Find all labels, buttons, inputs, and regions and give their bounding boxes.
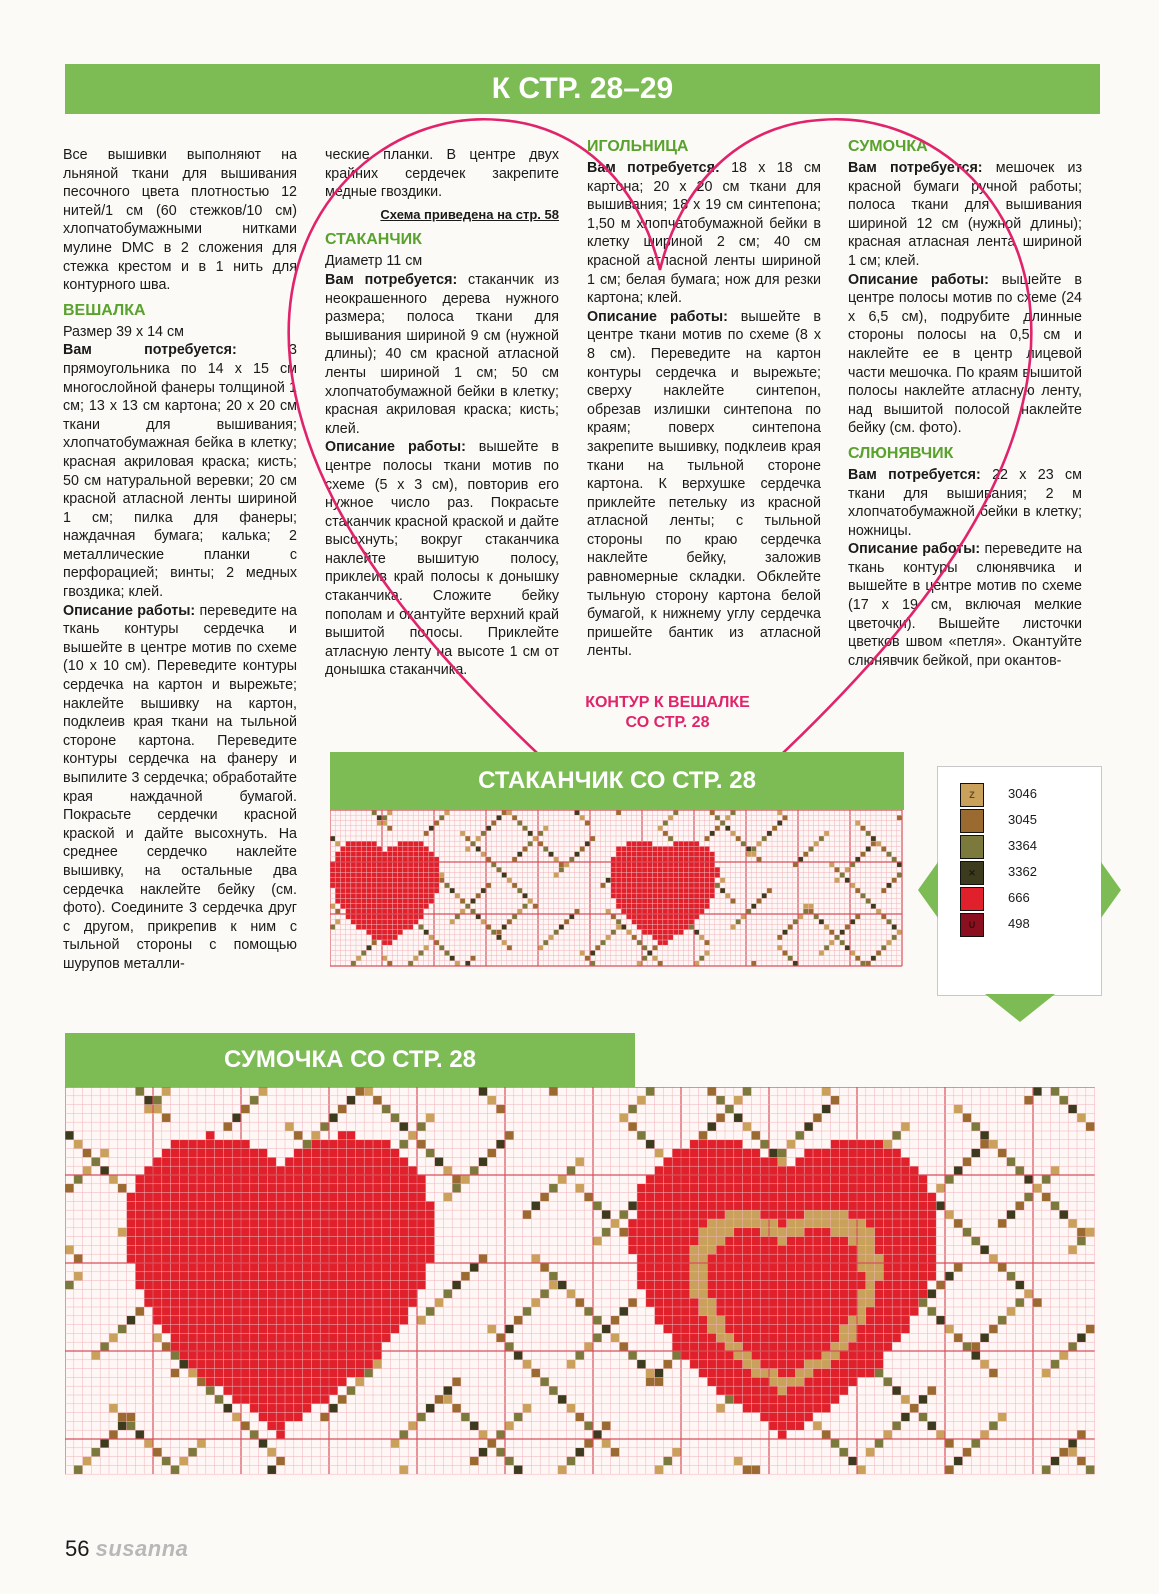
- heading-igolnitsa: ИГОЛЬНИЦА: [587, 138, 689, 155]
- legend-swatch: [960, 835, 984, 859]
- chart-header-stakanchik: СТАКАНЧИК СО СТР. 28: [330, 752, 904, 810]
- brand-name: susanna: [95, 1536, 189, 1561]
- igolnitsa-materials: Вам потребуется: 18 х 18 см картона; 20 х 20 см ткани для вышивания; 18 х 19 см синтепона; 1,50 м хлопчатобумажной бейки в клетку шириной 2 см; 40 см красной атласной ленты шириной 1 см; белая бумага; нож для резки картона; клей.: [587, 160, 821, 307]
- legend-swatch: Z: [960, 783, 984, 807]
- page-footer: [65, 1536, 188, 1562]
- sumochka-materials: Вам потребуется: мешочек из красной бумаги ручной работы; полоса ткани для вышивания шириной 12 см (нужной длины); красная атласная лента шириной 1 см; клей.: [848, 160, 1083, 269]
- legend-row-666: [960, 887, 1070, 911]
- slyunyavchik-materials: Вам потребуется: 22 х 23 см ткани для вышивания; 2 м хлопчатобумажной бейки в клетку; ножницы.: [848, 466, 1082, 539]
- legend-arrow-right-icon: [1101, 862, 1121, 918]
- igolnitsa-description: Описание работы: вышейте в центре ткани мотив по схеме (8 х 8 см). Переведите на картон контуры сердечка и вырежьте; сверху наклейте синтепон, обрезав излишки синтепона по краям; поверх синтепона закрепите вышивку, подклеив края ткани на тыльной стороне картона. К верхушке сердечка приклейте петельку из красной атласной ленты; с тыльной стороны по краю сердечка наклейте бейку, заложив равномерные складки. Обклейте тыльную сторону картона белой бумагой, к нижнему углу сердечка пришейте бантик из атласной ленты.: [587, 308, 821, 660]
- scheme-reference: Схема приведена на стр. 58: [380, 206, 559, 222]
- stakanchik-size: Диаметр 11 см: [325, 253, 423, 270]
- contour-label: КОНТУР К ВЕШАЛКЕ СО СТР. 28: [585, 694, 750, 731]
- legend-swatch: U: [960, 913, 984, 937]
- section-banner: К СТР. 28–29: [65, 64, 1100, 114]
- slyunyavchik-description: Описание работы: переведите на ткань контуры слюнявчика и вышейте в центре мотив по схеме (17 х 19 см, включая мелкие цветочки). Вышейте листочки цветков швом «петля». Окантуйте слюнявчик бейкой, при окантов-: [848, 541, 1082, 669]
- legend-arrow-down-icon: [985, 994, 1055, 1022]
- veshalka-size: Размер 39 х 14 см: [63, 323, 184, 340]
- intro-text: Все вышивки выполняют на льняной ткани для вышивания песочного цвета плотностью 12 нитей/1 см (60 стежков/10 см) хлопчатобумажными нитками мулине DMC в 2 сложения для стежка крестом и в 1 нить для контурного шва.: [63, 147, 297, 294]
- page-number: 56: [65, 1536, 90, 1561]
- legend-code: 3045: [1008, 812, 1037, 827]
- legend-arrow-left-icon: [918, 862, 938, 918]
- heading-veshalka: ВЕШАЛКА: [63, 301, 146, 319]
- stakanchik-materials: Вам потребуется: стаканчик из неокрашенного дерева нужного размера; полоса ткани для вышивания шириной 9 см (нужной длины); 40 см красной атласной ленты шириной 1 см; 50 см хлопчатобумажной бейки в клетку; красная акриловая краска; кисть; клей.: [325, 271, 559, 437]
- legend-code: 498: [1008, 916, 1030, 931]
- cross-stitch-chart-stakanchik: [330, 810, 904, 970]
- legend-code: 3046: [1008, 786, 1037, 801]
- sumochka-description: Описание работы: вышейте в центре полосы мотив по схеме (24 х 6,5 см), подрубите длинные стороны полосы на 0,5 см и наклейте ее в центр лицевой части мешочка. По краям вышитой полосы наклейте атласную ленту, над вышитой полосой наклейте бейку (см. фото).: [848, 271, 1082, 437]
- veshalka-materials: Вам потребуется: 3 прямоугольника по 14 х 15 см многослойной фанеры толщиной 1 см; 13 х 13 см картона; 20 х 20 см ткани для вышивания; хлопчатобумажная бейка в клетку; красная акриловая краска; кисть; 50 см натуральной веревки; 20 см красной атласной ленты шириной 1 см; пилка для фанеры; наждачная бумага; калька; 2 металлические планки с перфорацией; винты; 2 медных гвоздика; клей.: [63, 342, 297, 601]
- legend-code: 3364: [1008, 838, 1037, 853]
- cross-stitch-chart-sumochka: [65, 1087, 1100, 1480]
- legend-row-3364: [960, 835, 1070, 859]
- legend-swatch: [960, 887, 984, 911]
- color-legend: [937, 766, 1102, 996]
- legend-row-3045: [960, 809, 1070, 833]
- legend-row-3046: [960, 783, 1070, 807]
- legend-swatch: ✕: [960, 861, 984, 885]
- heading-slyunyavchik: СЛЮНЯВЧИК: [848, 444, 954, 462]
- stakanchik-description: Описание работы: вышейте в центре полосы ткани мотив по схеме (5 х 3 см), повторив его нужное число раз. Покрасьте стаканчик красной краской и дайте высохнуть; вокруг стаканчика наклейте вышитую полосу, приклеив край полосы к донышку стаканчика. Сложите бейку пополам и окантуйте верхний край вышитой полосы. Приклейте атласную ленту на высоте 1 см от донышка стаканчика.: [325, 439, 559, 679]
- legend-swatch: [960, 809, 984, 833]
- chart-header-sumochka: СУМОЧКА СО СТР. 28: [65, 1033, 635, 1087]
- heading-stakanchik: СТАКАНЧИК: [325, 231, 422, 249]
- veshalka-description: Описание работы: переведите на ткань контуры сердечка и вышейте в центре мотив по схеме (10 х 10 см). Переведите контуры сердечка на картон и вырежьте; наклейте вышивку на картон, подклеив края ткани на тыльной стороне картона. Переведите контуры сердечка на фанеру и выпилите 3 сердечка; обработайте края наждачной бумагой. Покрасьте сердечки красной краской и дайте высохнуть. На среднее сердечко наклейте вышивку, на остальные два сердечка наклейте бейку (см. фото). Соедините 3 сердечка друг с другом, прикрепив к ним с тыльной стороны с помощью шурупов металли-: [63, 602, 297, 972]
- legend-row-3362: [960, 861, 1070, 885]
- veshalka-continuation: ческие планки. В центре двух крайних сердечек закрепите медные гвоздики.: [325, 147, 559, 201]
- legend-row-498: [960, 913, 1070, 937]
- heading-sumochka: СУМОЧКА: [848, 138, 928, 155]
- legend-code: 666: [1008, 890, 1030, 905]
- legend-code: 3362: [1008, 864, 1037, 879]
